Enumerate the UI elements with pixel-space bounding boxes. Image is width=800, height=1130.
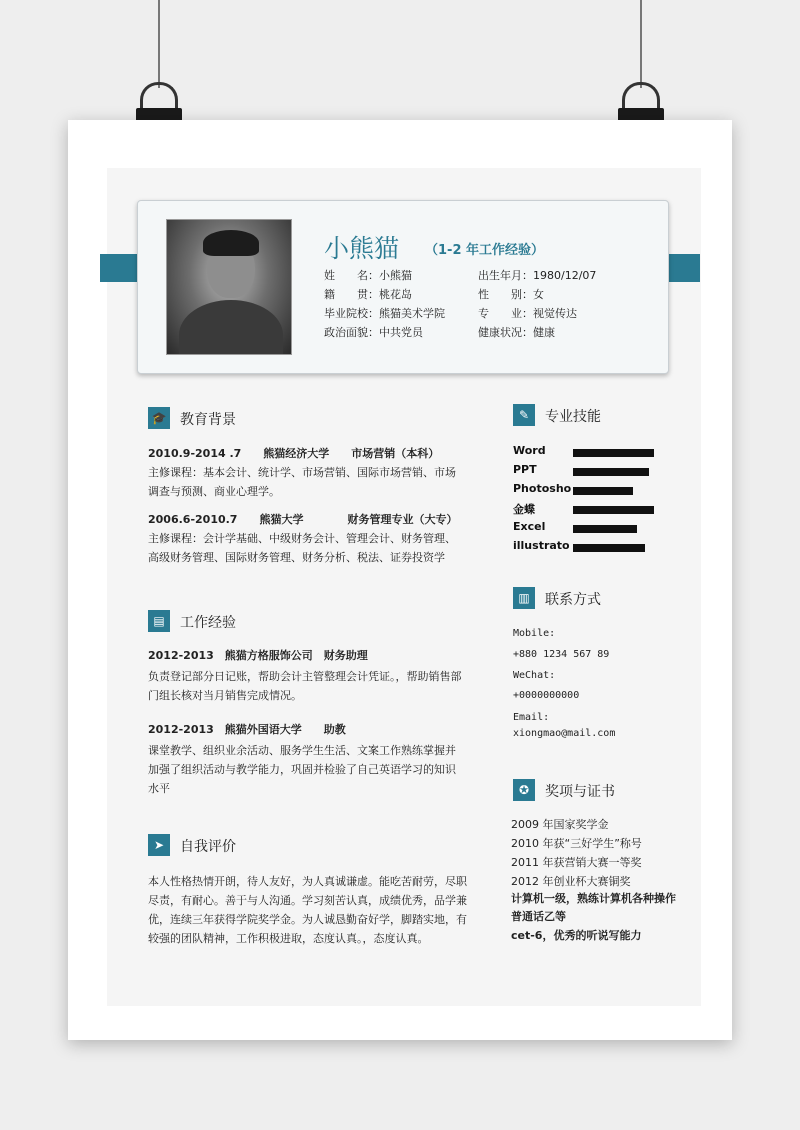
- paper-plane-icon: ➤: [148, 834, 170, 856]
- work-title: 工作经验: [180, 615, 236, 631]
- info-right-2: 专 业：视觉传达: [478, 307, 577, 320]
- hanging-wire-right: [640, 0, 642, 88]
- work-line-1-1: 加强了组织活动与教学能力，巩固并检验了自己英语学习的知识: [148, 763, 456, 776]
- education-line-1-0: 主修课程：会计学基础、中级财务会计、管理会计、财务管理、: [148, 532, 456, 545]
- skill-name-0: Word: [513, 444, 546, 457]
- skills-title: 专业技能: [545, 409, 601, 425]
- skill-name-2: Photosho: [513, 482, 572, 495]
- self-eval-line-0: 本人性格热情开朗，待人友好，为人真诚谦虚。能吃苦耐劳，尽职: [148, 875, 467, 888]
- info-left-2: 毕业院校：熊猫美术学院: [324, 307, 445, 320]
- award-line-0: 2009 年国家奖学金: [511, 818, 609, 831]
- work-line-1-2: 水平: [148, 782, 170, 795]
- contact-title: 联系方式: [545, 592, 601, 608]
- contact-line-2: WeChat:: [513, 670, 556, 681]
- header-card: [137, 200, 669, 374]
- info-left-3: 政治面貌：中共党员: [324, 326, 423, 339]
- contact-line-0: Mobile:: [513, 628, 556, 639]
- profile-photo: [166, 219, 292, 355]
- skill-name-5: illustrato: [513, 539, 570, 552]
- name-title: 小熊猫: [324, 234, 400, 263]
- skill-bar-4: [573, 525, 637, 533]
- work-heading-0: 2012-2013 熊猫方格服饰公司 财务助理: [148, 649, 368, 662]
- skill-bar-1: [573, 468, 649, 476]
- work-line-0-0: 负责登记部分日记账，帮助会计主管整理会计凭证。，帮助销售部: [148, 670, 462, 683]
- education-heading-0: 2010.9-2014 .7 熊猫经济大学 市场营销（本科）: [148, 447, 440, 460]
- education-line-0-1: 调查与预测、商业心理学。: [148, 485, 280, 498]
- contact-line-1: +880 1234 567 89: [513, 649, 610, 660]
- contact-line-4: Email:: [513, 712, 550, 723]
- award-line-6: cet-6，优秀的听说写能力: [511, 929, 642, 942]
- skill-name-3: 金蝶: [513, 503, 535, 516]
- skill-bar-5: [573, 544, 645, 552]
- info-right-1: 性 别：女: [478, 288, 544, 301]
- education-line-1-1: 高级财务管理、国际财务管理、财务分析、税法、证券投资学: [148, 551, 445, 564]
- palette-icon: ✎: [513, 404, 535, 426]
- skill-bar-0: [573, 449, 654, 457]
- self-eval-line-2: 优，连续三年获得学院奖学金。为人诚恳勤奋好学，脚踏实地，有: [148, 913, 467, 926]
- award-line-4: 计算机一级，熟练计算机各种操作: [511, 892, 676, 905]
- self-eval-line-3: 较强的团队精神，工作积极进取，态度认真。，态度认真。: [148, 932, 429, 945]
- graduation-cap-icon: 🎓: [148, 407, 170, 429]
- award-line-1: 2010 年获“三好学生”称号: [511, 837, 642, 850]
- award-line-2: 2011 年获营销大赛一等奖: [511, 856, 642, 869]
- id-card-icon: ▤: [148, 610, 170, 632]
- education-line-0-0: 主修课程：基本会计、统计学、市场营销、国际市场营销、市场: [148, 466, 456, 479]
- info-left-1: 籍 贯：桃花岛: [324, 288, 412, 301]
- contact-line-3: +0000000000: [513, 690, 580, 701]
- hanging-wire-left: [158, 0, 160, 88]
- work-heading-1: 2012-2013 熊猫外国语大学 助教: [148, 723, 346, 736]
- skill-name-4: Excel: [513, 520, 546, 533]
- skill-bar-2: [573, 487, 633, 495]
- books-icon: ▥: [513, 587, 535, 609]
- work-line-0-1: 门组长核对当月销售完成情况。: [148, 689, 302, 702]
- skill-bar-3: [573, 506, 654, 514]
- awards-title: 奖项与证书: [545, 784, 615, 800]
- education-title: 教育背景: [180, 412, 236, 428]
- self-eval-line-1: 尽责，有耐心。善于与人沟通。学习刻苦认真，成绩优秀，品学兼: [148, 894, 467, 907]
- education-heading-1: 2006.6-2010.7 熊猫大学 财务管理专业（大专）: [148, 513, 458, 526]
- skills-list: [513, 444, 663, 564]
- accent-band-left: [100, 254, 140, 282]
- info-right-0: 出生年月：1980/12/07: [478, 269, 597, 282]
- award-line-5: 普通话乙等: [511, 910, 566, 923]
- accent-band-right: [666, 254, 700, 282]
- contact-line-5: xiongmao@mail.com: [513, 728, 616, 739]
- info-left-0: 姓 名：小熊猫: [324, 269, 412, 282]
- skill-name-1: PPT: [513, 463, 537, 476]
- award-line-3: 2012 年创业杯大赛铜奖: [511, 875, 631, 888]
- work-line-1-0: 课堂教学、组织业余活动、服务学生生活、文案工作熟练掌握并: [148, 744, 456, 757]
- self-eval-title: 自我评价: [180, 839, 236, 855]
- award-medal-icon: ✪: [513, 779, 535, 801]
- info-right-3: 健康状况：健康: [478, 326, 555, 339]
- experience-title: （1-2 年工作经验）: [425, 243, 545, 258]
